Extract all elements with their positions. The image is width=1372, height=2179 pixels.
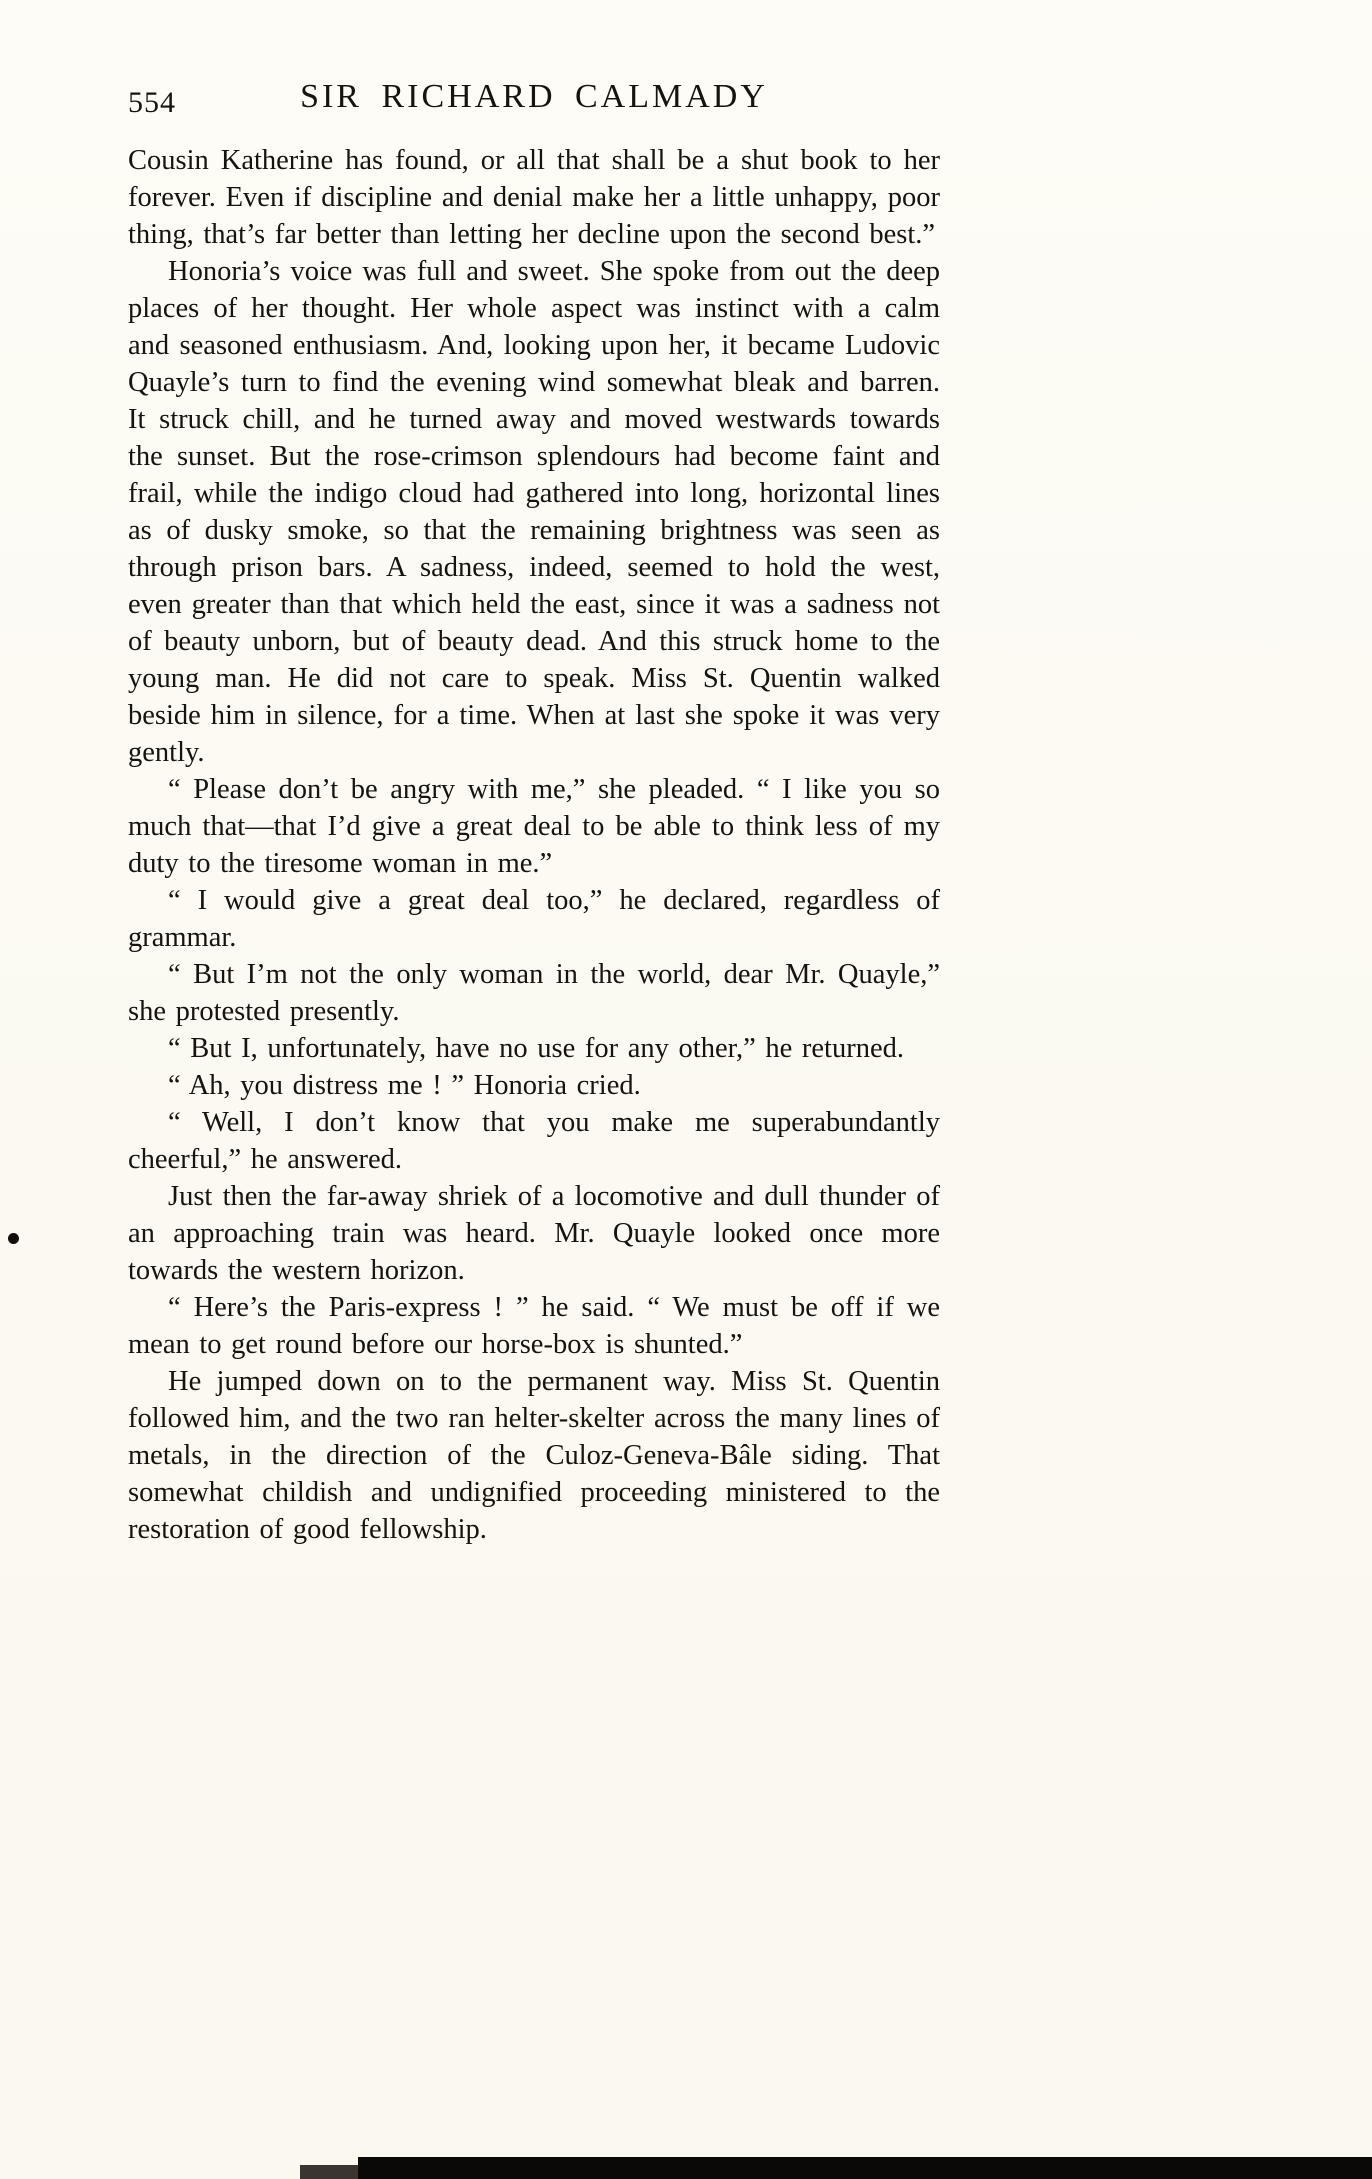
paragraph: “ Here’s the Paris-express ! ” he said. “ We must be off if we mean to get round before our horse-box is shunted.”	[128, 1292, 940, 1360]
paragraph: He jumped down on to the permanent way. Miss St. Quentin followed him, and the two ran helter-skelter across the many lines of metals, in the direction of the Culoz-Geneva-Bâle siding. That somewhat childish and undignified proceeding ministered to the restoration of good fellowship.	[128, 1366, 940, 1545]
scan-artifact-edge	[300, 2165, 358, 2179]
paragraph: “ Well, I don’t know that you make me superabundantly cheerful,” he answered.	[128, 1107, 940, 1175]
paragraph: Cousin Katherine has found, or all that shall be a shut book to her forever. Even if discipline and denial make her a little unhappy, poor thing, that’s far better than letting her decline upon the second best.”	[128, 145, 940, 250]
paragraph: “ But I, unfortunately, have no use for any other,” he returned.	[168, 1033, 904, 1064]
paragraph: “ Ah, you distress me ! ” Honoria cried.	[168, 1070, 641, 1101]
paragraph: Honoria’s voice was full and sweet. She spoke from out the deep places of her thought. Her whole aspect was instinct with a calm and seasoned enthusiasm. And, looking upon her, it became Ludovic Quayle’s turn to find the evening wind somewhat bleak and barren. It struck chill, and he turned away and moved westwards towards the sunset. But the rose-crimson splendours had become faint and frail, while the indigo cloud had gathered into long, horizontal lines as of dusky smoke, so that the remaining brightness was seen as through prison bars. A sadness, indeed, seemed to hold the west, even greater than that which held the east, since it was a sadness not of beauty unborn, but of beauty dead. And this struck home to the young man. He did not care to speak. Miss St. Quentin walked beside him in silence, for a time. When at last she spoke it was very gently.	[128, 256, 940, 768]
page-number: 554	[128, 86, 176, 119]
running-head-title: SIR RICHARD CALMADY	[300, 78, 768, 115]
paragraph: “ Please don’t be angry with me,” she pleaded. “ I like you so much that—that I’d give a great deal to be able to think less of my duty to the tiresome woman in me.”	[128, 774, 940, 879]
body-text	[128, 142, 940, 1548]
scan-artifact-bar	[358, 2157, 1372, 2179]
margin-mark-dot	[8, 1233, 19, 1244]
page-header	[128, 76, 940, 126]
paragraph: “ But I’m not the only woman in the world, dear Mr. Quayle,” she protested presently.	[128, 959, 940, 1027]
paragraph: “ I would give a great deal too,” he declared, regardless of grammar.	[128, 885, 940, 953]
paragraph: Just then the far-away shriek of a locomotive and dull thunder of an approaching train was heard. Mr. Quayle looked once more towards the western horizon.	[128, 1181, 940, 1286]
